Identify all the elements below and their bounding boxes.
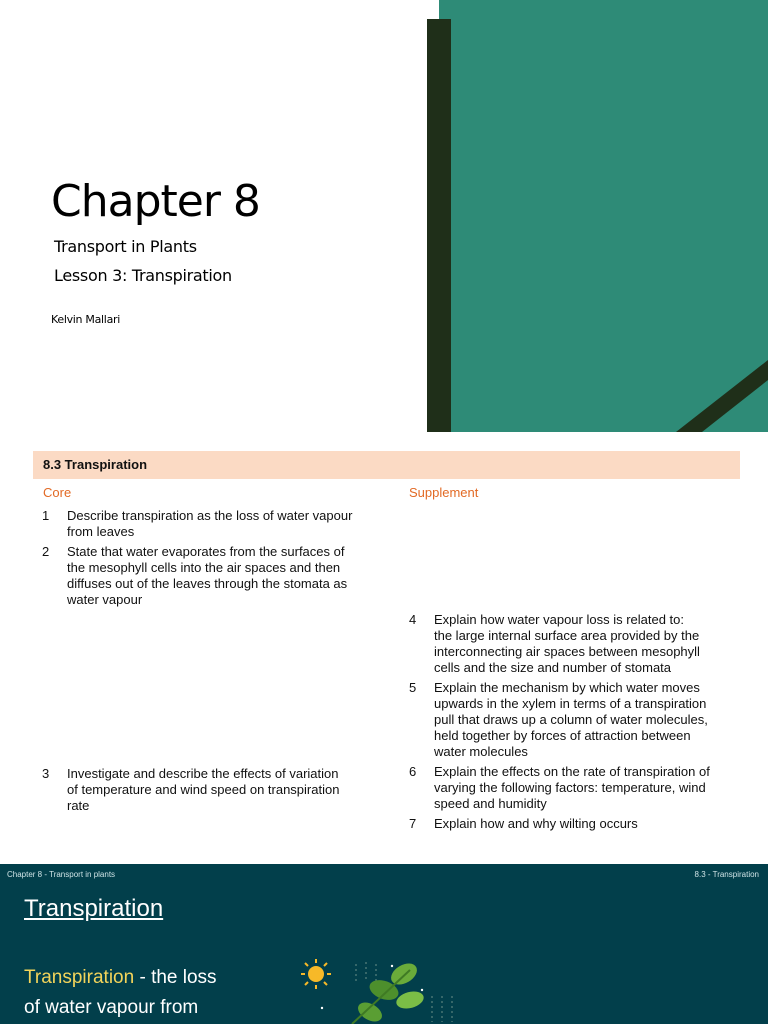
objective-line: held together by forces of attraction between bbox=[434, 728, 691, 743]
section-title: 8.3 Transpiration bbox=[43, 457, 148, 472]
section-footer: 8.3 - Transpiration bbox=[694, 870, 759, 879]
objective-line: from leaves bbox=[67, 524, 135, 539]
sun-icon bbox=[301, 959, 331, 989]
title-slide bbox=[0, 0, 768, 432]
objective-line: upwards in the xylem in terms of a transpiration bbox=[434, 696, 707, 711]
objective-number: 3 bbox=[42, 766, 50, 781]
objective-number: 1 bbox=[42, 508, 50, 523]
section-header bbox=[33, 451, 740, 479]
chapter-footer: Chapter 8 - Transport in plants bbox=[7, 870, 116, 879]
objective-number: 5 bbox=[409, 680, 417, 695]
objective-line: varying the following factors: temperature, wind bbox=[434, 780, 706, 795]
objective-line: cells and the size and number of stomata bbox=[434, 660, 672, 675]
objective-line: rate bbox=[67, 798, 90, 813]
slide-title: Chapter 8 bbox=[51, 176, 260, 227]
supplement-heading: Supplement bbox=[409, 485, 479, 500]
objective-line: water vapour bbox=[67, 592, 143, 607]
objective-line: Explain the mechanism by which water moves bbox=[434, 680, 700, 695]
defined-term: Transpiration bbox=[24, 967, 135, 988]
slide-subtitle: Transport in Plants bbox=[54, 237, 197, 256]
core-heading: Core bbox=[43, 485, 72, 500]
objective-line: Explain how and why wilting occurs bbox=[434, 816, 638, 831]
objective-line: State that water evaporates from the surfaces of bbox=[67, 544, 345, 559]
objective-line: Explain the effects on the rate of transpiration of bbox=[434, 764, 710, 779]
objective-line: the large internal surface area provided by the bbox=[434, 628, 700, 643]
leaves-icon bbox=[321, 959, 426, 1024]
lesson-title: Lesson 3: Transpiration bbox=[54, 266, 232, 285]
slide-heading: Transpiration bbox=[24, 895, 164, 922]
objective-number: 4 bbox=[409, 612, 417, 627]
definition-line bbox=[24, 967, 217, 989]
syllabus-slide bbox=[0, 432, 768, 864]
definition-line-2: of water vapour from bbox=[24, 997, 199, 1018]
objective-line: diffuses out of the leaves through the stomata as bbox=[67, 576, 348, 591]
objective-number: 2 bbox=[42, 544, 50, 559]
objective-line: Investigate and describe the effects of variation bbox=[67, 766, 339, 781]
objective-line: the mesophyll cells into the air spaces and then bbox=[67, 560, 341, 575]
definition-text: - the loss bbox=[134, 967, 217, 988]
objective-number: 6 bbox=[409, 764, 417, 779]
objective-line: Explain how water vapour loss is related to: bbox=[434, 612, 685, 627]
objective-line: water molecules bbox=[434, 744, 528, 759]
objective-number: 7 bbox=[409, 816, 417, 831]
objective-line: interconnecting air spaces between mesophyll bbox=[434, 644, 700, 659]
objective-line: speed and humidity bbox=[434, 796, 547, 811]
objective-line: Describe transpiration as the loss of water vapour bbox=[67, 508, 353, 523]
objective-line: of temperature and wind speed on transpiration bbox=[67, 782, 340, 797]
author-name: Kelvin Mallari bbox=[51, 313, 120, 326]
objective-line: pull that draws up a column of water molecules, bbox=[434, 712, 708, 727]
definition-slide bbox=[0, 864, 768, 1024]
plant-illustration bbox=[292, 956, 472, 1024]
